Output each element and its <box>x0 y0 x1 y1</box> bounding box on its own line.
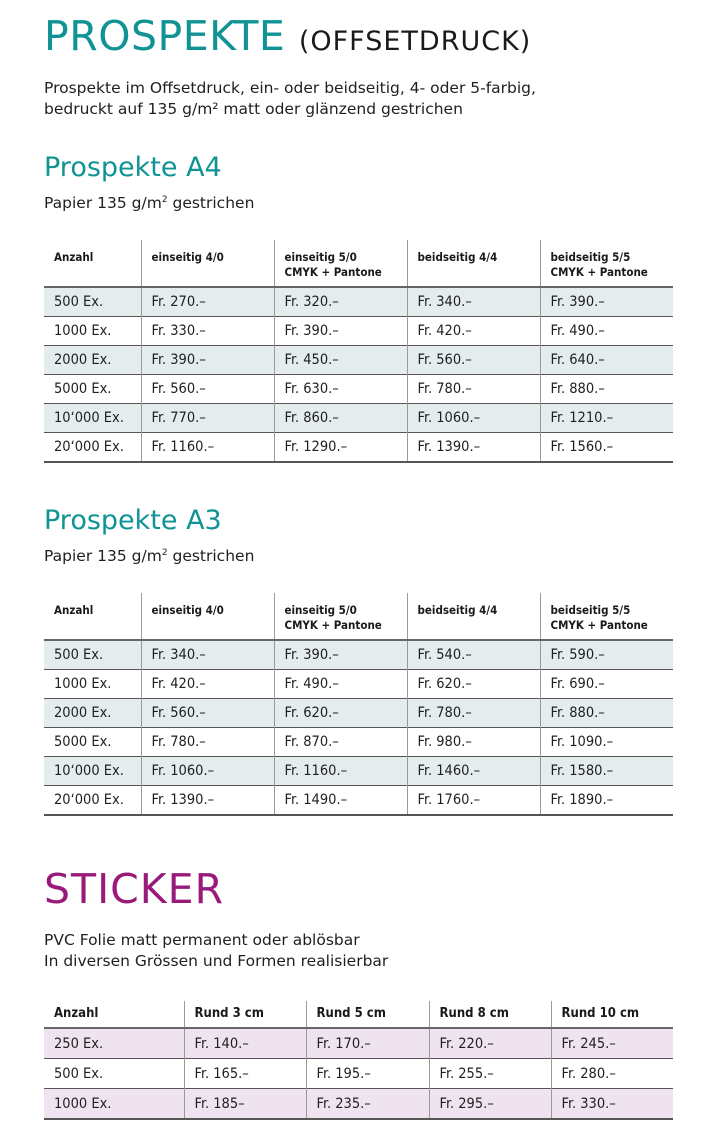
col-header-double-4-4: beidseitig 4/4 <box>407 593 540 640</box>
sticker-desc-line-1: PVC Folie matt permanent oder ablösbar <box>44 931 360 949</box>
price-cell: Fr. 1460.– <box>407 757 540 786</box>
price-cell: Fr. 245.– <box>551 1028 673 1059</box>
sticker-description <box>44 930 388 972</box>
quantity-cell: 10‘000 Ex. <box>44 404 141 433</box>
price-cell: Fr. 1210.– <box>540 404 673 433</box>
price-cell: Fr. 870.– <box>274 728 407 757</box>
price-cell: Fr. 420.– <box>141 670 274 699</box>
price-cell: Fr. 540.– <box>407 640 540 670</box>
price-cell: Fr. 640.– <box>540 346 673 375</box>
price-cell: Fr. 490.– <box>274 670 407 699</box>
price-cell: Fr. 255.– <box>429 1059 551 1089</box>
price-cell: Fr. 1580.– <box>540 757 673 786</box>
price-cell: Fr. 980.– <box>407 728 540 757</box>
price-cell: Fr. 880.– <box>540 699 673 728</box>
price-cell: Fr. 490.– <box>540 317 673 346</box>
price-cell: Fr. 560.– <box>141 375 274 404</box>
quantity-cell: 2000 Ex. <box>44 346 141 375</box>
table-row <box>44 757 673 786</box>
price-table-sticker <box>44 1001 673 1120</box>
price-cell: Fr. 330.– <box>141 317 274 346</box>
col-header-single-5-0: einseitig 5/0 CMYK + Pantone <box>274 593 407 640</box>
quantity-cell: 5000 Ex. <box>44 728 141 757</box>
table-header-row <box>44 240 673 287</box>
paper-note-text: gestrichen <box>167 194 255 212</box>
price-cell: Fr. 185– <box>184 1089 306 1120</box>
sticker-desc-line-2: In diversen Grössen und Formen realisierbar <box>44 952 389 970</box>
col-header-round-10cm: Rund 10 cm <box>551 1001 673 1028</box>
price-cell: Fr. 590.– <box>540 640 673 670</box>
col-header-single-4-0: einseitig 4/0 <box>141 240 274 287</box>
quantity-cell: 500 Ex. <box>44 287 141 317</box>
superscript: 2 <box>161 195 168 205</box>
quantity-cell: 250 Ex. <box>44 1028 184 1059</box>
price-cell: Fr. 165.– <box>184 1059 306 1089</box>
paper-note-text: Papier 135 g/m <box>44 194 162 212</box>
col-header-round-5cm: Rund 5 cm <box>306 1001 429 1028</box>
price-cell: Fr. 1560.– <box>540 433 673 463</box>
col-header-single-5-0: einseitig 5/0 CMYK + Pantone <box>274 240 407 287</box>
price-cell: Fr. 770.– <box>141 404 274 433</box>
intro-line-2: bedruckt auf 135 g/m² matt oder glänzend gestrichen <box>44 100 463 118</box>
quantity-cell: 5000 Ex. <box>44 375 141 404</box>
price-cell: Fr. 1060.– <box>141 757 274 786</box>
price-cell: Fr. 140.– <box>184 1028 306 1059</box>
col-header-round-8cm: Rund 8 cm <box>429 1001 551 1028</box>
quantity-cell: 2000 Ex. <box>44 699 141 728</box>
price-cell: Fr. 780.– <box>407 699 540 728</box>
quantity-cell: 1000 Ex. <box>44 670 141 699</box>
price-cell: Fr. 1060.– <box>407 404 540 433</box>
price-cell: Fr. 270.– <box>141 287 274 317</box>
table-row <box>44 404 673 433</box>
section-title-a4: Prospekte A4 <box>44 152 222 183</box>
price-cell: Fr. 450.– <box>274 346 407 375</box>
superscript: 2 <box>161 548 168 558</box>
page-title-suffix: (OFFSETDRUCK) <box>298 26 532 57</box>
page-title <box>44 12 531 60</box>
price-cell: Fr. 1890.– <box>540 786 673 816</box>
col-header-double-5-5: beidseitig 5/5 CMYK + Pantone <box>540 593 673 640</box>
col-header-double-4-4: beidseitig 4/4 <box>407 240 540 287</box>
table-row <box>44 728 673 757</box>
price-cell: Fr. 560.– <box>141 699 274 728</box>
price-cell: Fr. 630.– <box>274 375 407 404</box>
price-cell: Fr. 1390.– <box>141 786 274 816</box>
quantity-cell: 1000 Ex. <box>44 1089 184 1120</box>
price-cell: Fr. 880.– <box>540 375 673 404</box>
table-row <box>44 640 673 670</box>
section-title-a3: Prospekte A3 <box>44 505 222 536</box>
price-cell: Fr. 1160.– <box>274 757 407 786</box>
table-row <box>44 1059 673 1089</box>
table-row <box>44 670 673 699</box>
price-cell: Fr. 560.– <box>407 346 540 375</box>
price-cell: Fr. 220.– <box>429 1028 551 1059</box>
table-row <box>44 317 673 346</box>
table-row <box>44 287 673 317</box>
price-cell: Fr. 420.– <box>407 317 540 346</box>
price-cell: Fr. 170.– <box>306 1028 429 1059</box>
price-cell: Fr. 280.– <box>551 1059 673 1089</box>
price-cell: Fr. 235.– <box>306 1089 429 1120</box>
table-row <box>44 346 673 375</box>
quantity-cell: 500 Ex. <box>44 1059 184 1089</box>
intro-line-1: Prospekte im Offsetdruck, ein- oder beidseitig, 4- oder 5-farbig, <box>44 79 536 97</box>
price-cell: Fr. 1090.– <box>540 728 673 757</box>
price-cell: Fr. 295.– <box>429 1089 551 1120</box>
price-cell: Fr. 860.– <box>274 404 407 433</box>
paper-note-a4 <box>44 194 254 212</box>
price-cell: Fr. 1290.– <box>274 433 407 463</box>
price-cell: Fr. 780.– <box>141 728 274 757</box>
quantity-cell: 1000 Ex. <box>44 317 141 346</box>
price-cell: Fr. 1760.– <box>407 786 540 816</box>
price-cell: Fr. 690.– <box>540 670 673 699</box>
table-row <box>44 1089 673 1120</box>
page-title-main: PROSPEKTE <box>44 12 286 60</box>
section-title-sticker: STICKER <box>44 865 225 913</box>
price-cell: Fr. 195.– <box>306 1059 429 1089</box>
price-cell: Fr. 390.– <box>274 317 407 346</box>
table-header-row <box>44 593 673 640</box>
table-header-row <box>44 1001 673 1028</box>
price-cell: Fr. 340.– <box>141 640 274 670</box>
price-cell: Fr. 320.– <box>274 287 407 317</box>
col-header-double-5-5: beidseitig 5/5 CMYK + Pantone <box>540 240 673 287</box>
table-row <box>44 375 673 404</box>
quantity-cell: 500 Ex. <box>44 640 141 670</box>
paper-note-text: gestrichen <box>167 547 255 565</box>
price-cell: Fr. 1390.– <box>407 433 540 463</box>
price-cell: Fr. 390.– <box>540 287 673 317</box>
price-cell: Fr. 620.– <box>274 699 407 728</box>
price-cell: Fr. 390.– <box>141 346 274 375</box>
price-cell: Fr. 340.– <box>407 287 540 317</box>
col-header-round-3cm: Rund 3 cm <box>184 1001 306 1028</box>
price-cell: Fr. 780.– <box>407 375 540 404</box>
table-row <box>44 1028 673 1059</box>
quantity-cell: 20‘000 Ex. <box>44 433 141 463</box>
col-header-quantity: Anzahl <box>44 1001 184 1028</box>
price-cell: Fr. 390.– <box>274 640 407 670</box>
price-cell: Fr. 1490.– <box>274 786 407 816</box>
col-header-quantity: Anzahl <box>44 593 141 640</box>
table-row <box>44 433 673 463</box>
price-table-a4 <box>44 240 673 463</box>
price-cell: Fr. 620.– <box>407 670 540 699</box>
intro-text <box>44 78 536 120</box>
col-header-quantity: Anzahl <box>44 240 141 287</box>
quantity-cell: 20‘000 Ex. <box>44 786 141 816</box>
table-row <box>44 786 673 816</box>
quantity-cell: 10‘000 Ex. <box>44 757 141 786</box>
col-header-single-4-0: einseitig 4/0 <box>141 593 274 640</box>
paper-note-text: Papier 135 g/m <box>44 547 162 565</box>
paper-note-a3 <box>44 547 254 565</box>
table-row <box>44 699 673 728</box>
price-cell: Fr. 1160.– <box>141 433 274 463</box>
price-table-a3 <box>44 593 673 816</box>
price-cell: Fr. 330.– <box>551 1089 673 1120</box>
